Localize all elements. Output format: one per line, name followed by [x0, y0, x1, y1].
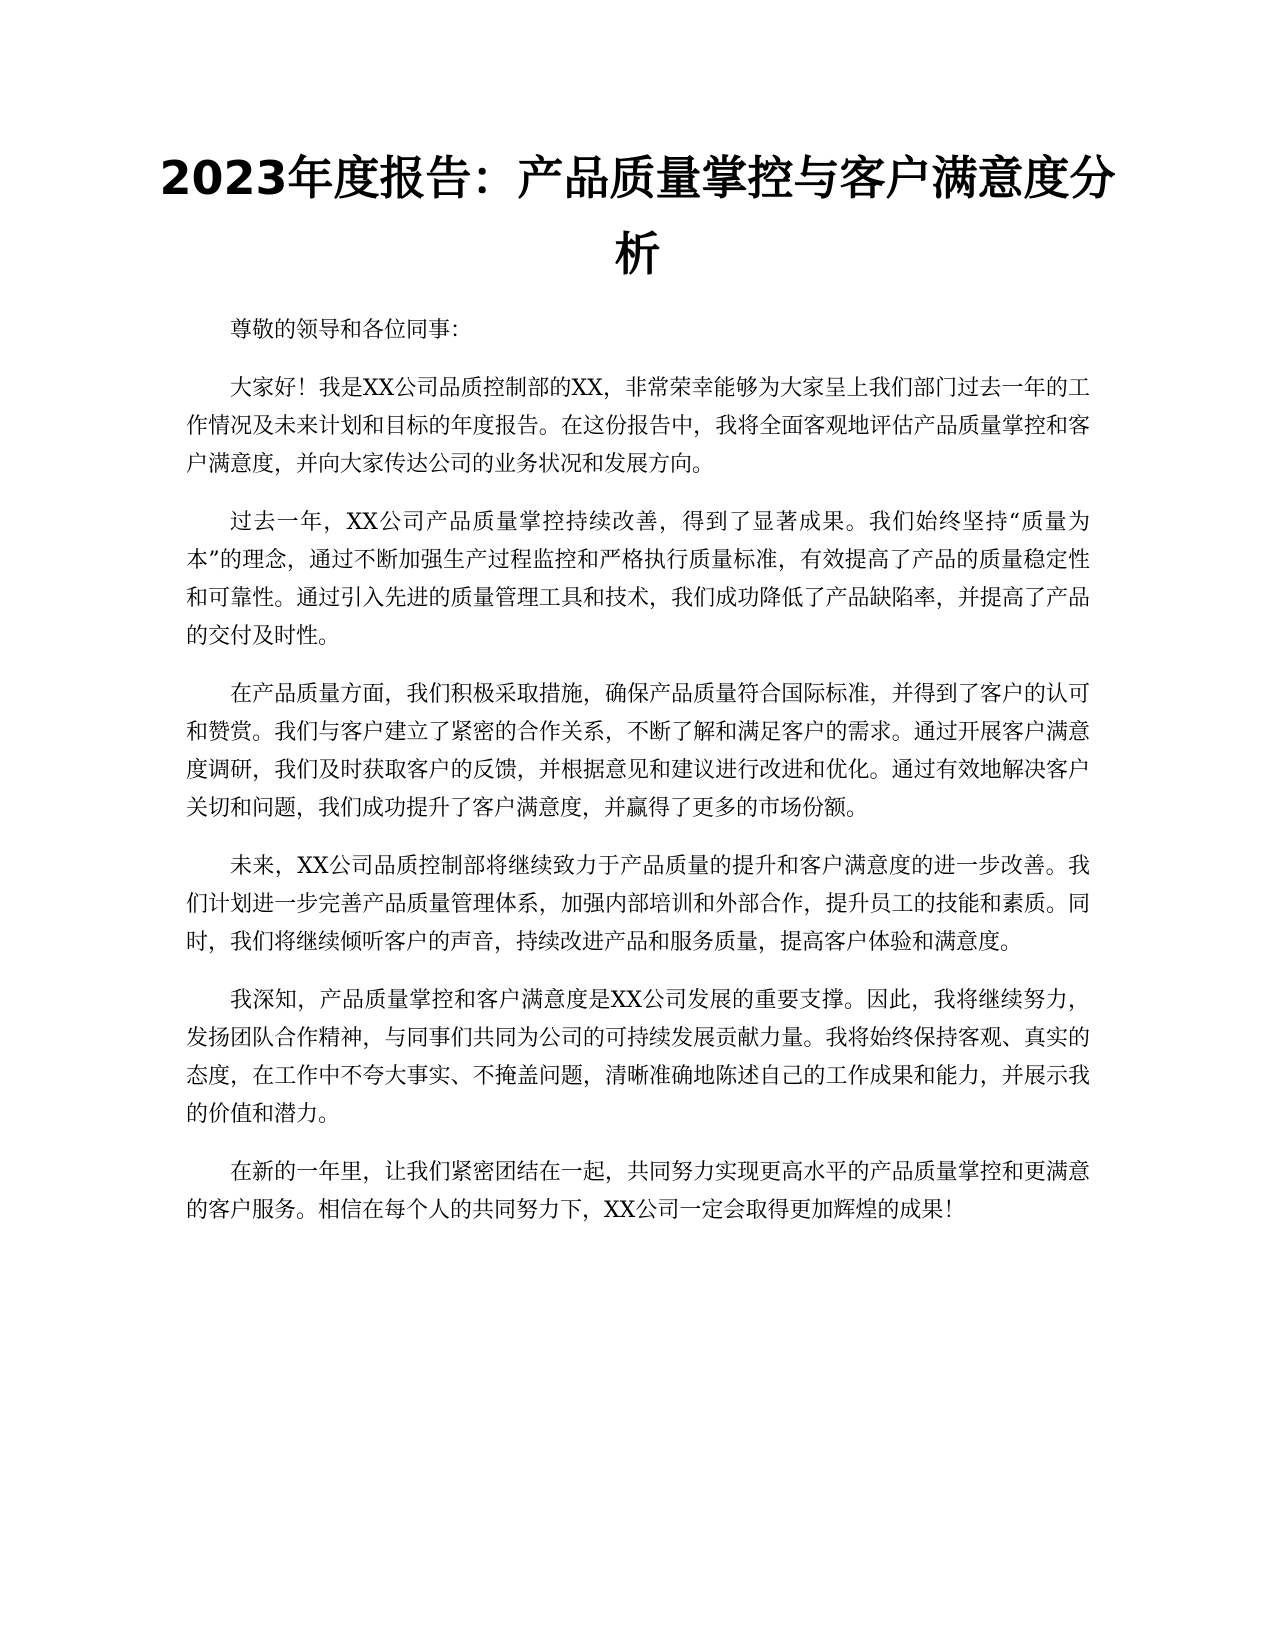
paragraph-quality: 在产品质量方面，我们积极采取措施，确保产品质量符合国际标准，并得到了客户的认可和赞赏。我们与客户建立了紧密的合作关系，不断了解和满足客户的需求。通过开展客户满意度调研，我们及时获取客户的反馈，并根据意见和建议进行改进和优化。通过有效地解决客户关切和问题，我们成功提升了客户满意度，并赢得了更多的市场份额。: [186, 682, 1090, 821]
paragraph-commitment: 我深知，产品质量掌控和客户满意度是XX公司发展的重要支撑。因此，我将继续努力，发扬团队合作精神，与同事们共同为公司的可持续发展贡献力量。我将始终保持客观、真实的态度，在工作中不夸大事实、不掩盖问题，清晰准确地陈述自己的工作成果和能力，并展示我的价值和潜力。: [186, 988, 1090, 1127]
paragraph-future: 未来，XX公司品质控制部将继续致力于产品质量的提升和客户满意度的进一步改善。我们计划进一步完善产品质量管理体系，加强内部培训和外部合作，提升员工的技能和素质。同时，我们将继续倾听客户的声音，持续改进产品和服务质量，提高客户体验和满意度。: [186, 854, 1090, 955]
paragraph-intro: 大家好！我是XX公司品质控制部的XX，非常荣幸能够为大家呈上我们部门过去一年的工作情况及未来计划和目标的年度报告。在这份报告中，我将全面客观地评估产品质量掌控和客户满意度，并向大家传达公司的业务状况和发展方向。: [186, 376, 1090, 477]
paragraph-closing: 在新的一年里，让我们紧密团结在一起，共同努力实现更高水平的产品质量掌控和更满意的客户服务。相信在每个人的共同努力下，XX公司一定会取得更加辉煌的成果！: [186, 1160, 1090, 1223]
paragraph-past-year: 过去一年，XX公司产品质量掌控持续改善，得到了显著成果。我们始终坚持“质量为本”的理念，通过不断加强生产过程监控和严格执行质量标准，有效提高了产品的质量稳定性和可靠性。通过引入先进的质量管理工具和技术，我们成功降低了产品缺陷率，并提高了产品的交付及时性。: [186, 510, 1090, 649]
salutation: 尊敬的领导和各位同事：: [230, 318, 473, 343]
document-title: 2023年度报告：产品质量掌控与客户满意度分析: [159, 151, 1116, 281]
document-body: [186, 312, 1090, 1250]
